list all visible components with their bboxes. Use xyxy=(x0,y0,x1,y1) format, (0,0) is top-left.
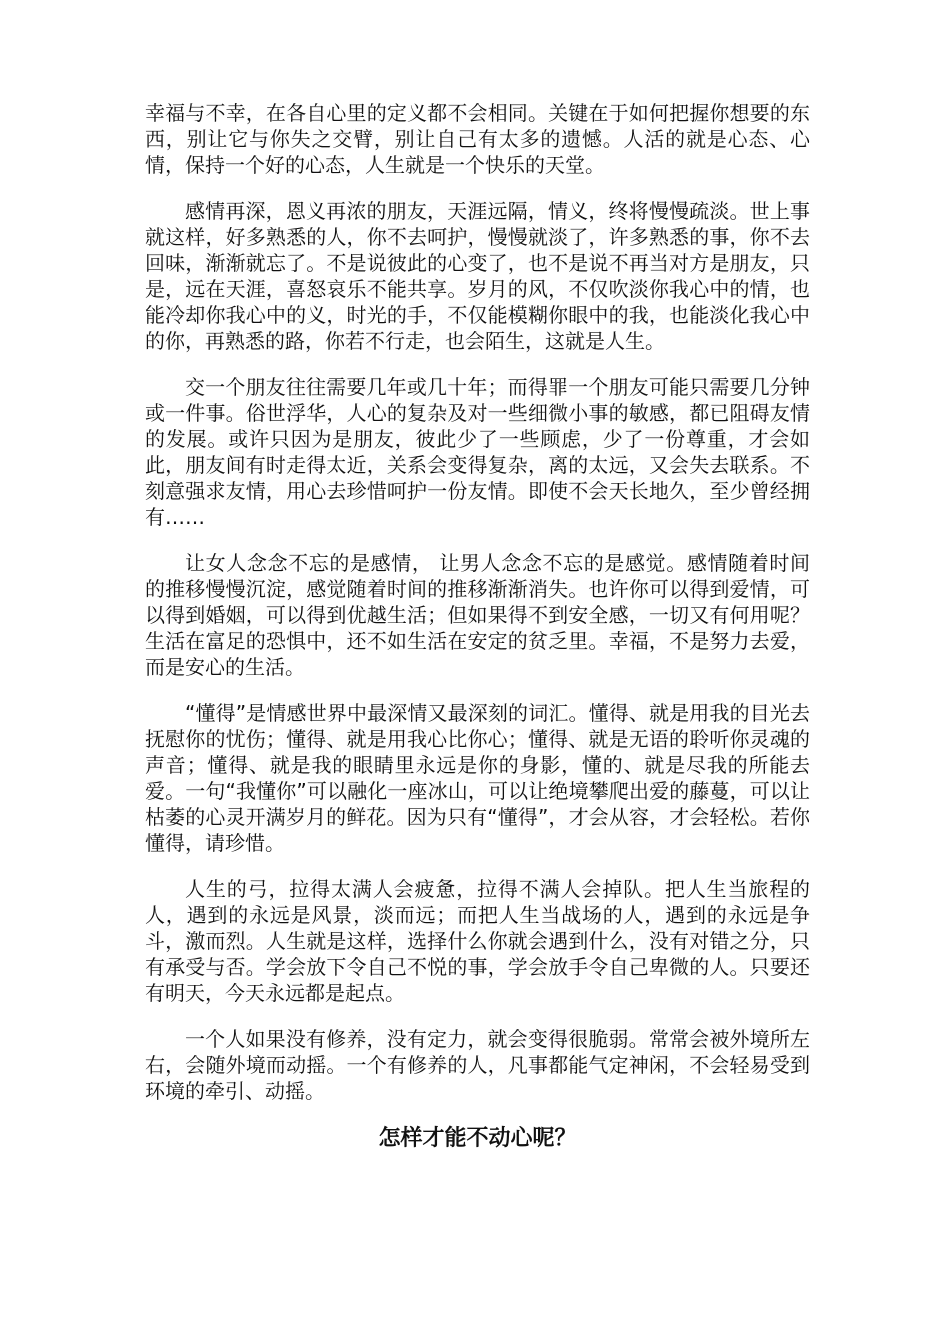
paragraph-feelings: 让女人念念不忘的是感情， 让男人念念不忘的是感觉。感情随着时间的推移慢慢沉淀，感觉随着时间的推移渐渐消失。也许你可以得到爱情，可以得到婚姻，可以得到优越生活；但如果得不到安全感，一切又有何用呢？生活在富足的恐惧中，还不如生活在安定的贫乏里。幸福，不是努力去爱，而是安心的生活。 xyxy=(145,551,810,679)
paragraph-making-friends: 交一个朋友往往需要几年或几十年；而得罪一个朋友可能只需要几分钟或一件事。俗世浮华，人心的复杂及对一些细微小事的敏感，都已阻碍友情的发展。或许只因为是朋友，彼此少了一些顾虑，少了一份尊重，才会如此，朋友间有时走得太近，关系会变得复杂，离的太远，又会失去联系。不刻意强求友情，用心去珍惜呵护一份友情。即使不会天长地久，至少曾经拥有…… xyxy=(145,375,810,529)
paragraph-happiness: 幸福与不幸，在各自心里的定义都不会相同。关键在于如何把握你想要的东西，别让它与你失之交臂，别让自己有太多的遗憾。人活的就是心态、心情，保持一个好的心态，人生就是一个快乐的天堂。 xyxy=(145,101,810,177)
document-body xyxy=(145,100,810,1154)
paragraph-friendship-distance: 感情再深，恩义再浓的朋友，天涯远隔，情义，终将慢慢疏淡。世上事就这样，好多熟悉的人，你不去呵护，慢慢就淡了，许多熟悉的事，你不去回味，渐渐就忘了。不是说彼此的心变了，也不是说不再当对方是朋友，只是，远在天涯，喜怒哀乐不能共享。岁月的风，不仅吹淡你我心中的情，也能冷却你我心中的义，时光的手，不仅能模糊你眼中的我，也能淡化我心中的你，再熟悉的路，你若不行走，也会陌生，这就是人生。 xyxy=(145,199,810,353)
paragraph-life-bow: 人生的弓，拉得太满人会疲惫，拉得不满人会掉队。把人生当旅程的人，遇到的永远是风景，淡而远；而把人生当战场的人，遇到的永远是争斗，激而烈。人生就是这样，选择什么你就会遇到什么，没有对错之分，只有承受与否。学会放下令自己不悦的事，学会放手令自己卑微的人。只要还有明天，今天永远都是起点。 xyxy=(145,877,810,1005)
paragraph-understanding: “懂得”是情感世界中最深情又最深刻的词汇。懂得、就是用我的目光去抚慰你的忧伤；懂得、就是用我心比你心；懂得、就是无语的聆听你灵魂的声音；懂得、就是我的眼睛里永远是你的身影，懂的、就是尽我的所能去爱。一句“我懂你”可以融化一座冰山，可以让绝境攀爬出爱的藤蔓，可以让枯萎的心灵开满岁月的鲜花。因为只有“懂得”，才会从容，才会轻松。若你懂得，请珍惜。 xyxy=(145,701,810,855)
paragraph-self-cultivation: 一个人如果没有修养，没有定力，就会变得很脆弱。常常会被外境所左右，会随外境而动摇。一个有修养的人，凡事都能气定神闲，不会轻易受到环境的牵引、动摇。 xyxy=(145,1027,810,1103)
section-heading: 怎样才能不动心呢？ xyxy=(378,1126,577,1151)
